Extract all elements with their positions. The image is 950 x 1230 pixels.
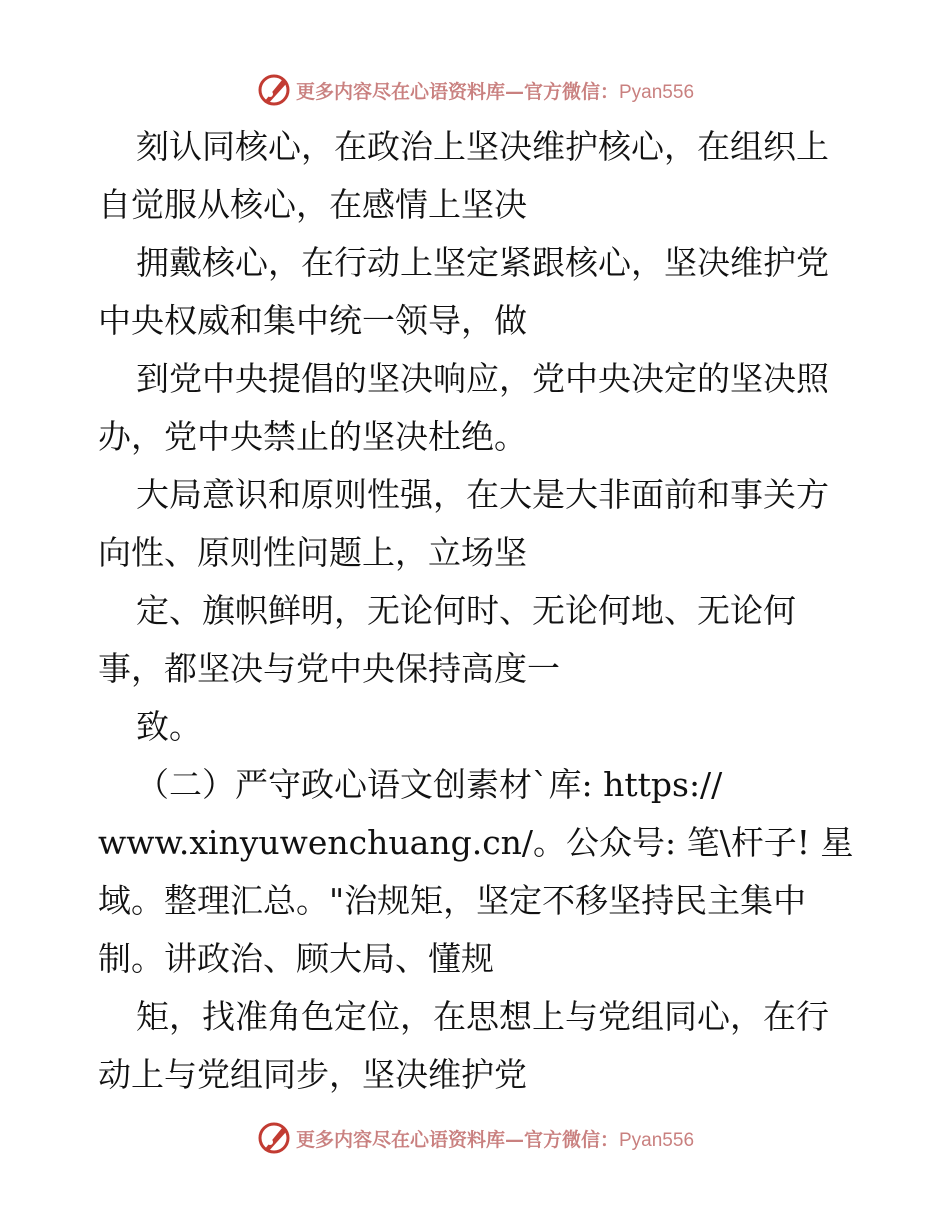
body-line: 办，党中央禁止的坚决杜绝。 — [98, 417, 527, 456]
body-line: 域。整理汇总。"治规矩，坚定不移坚持民主集中 — [98, 881, 807, 920]
body-line: （二）严守政心语文创素材`库: https:// — [136, 765, 723, 804]
body-line: 到党中央提倡的坚决响应，党中央决定的坚决照 — [136, 359, 829, 398]
document-body — [98, 118, 858, 1104]
body-line: 拥戴核心，在行动上坚定紧跟核心，坚决维护党 — [136, 243, 829, 282]
body-line: 事，都坚决与党中央保持高度一 — [98, 649, 560, 688]
pen-logo-icon — [256, 72, 292, 108]
header-watermark — [0, 70, 950, 110]
pen-logo-icon — [256, 1120, 292, 1156]
body-line: 大局意识和原则性强，在大是大非面前和事关方 — [136, 475, 829, 514]
body-line: 矩，找准角色定位，在思想上与党组同心，在行 — [136, 997, 829, 1036]
body-line: 自觉服从核心，在感情上坚决 — [98, 185, 527, 224]
footer-watermark-text: 更多内容尽在心语资料库—官方微信： — [295, 1128, 619, 1151]
header-watermark-id: Pyan556 — [619, 81, 695, 103]
body-line: 向性、原则性问题上，立场坚 — [98, 533, 527, 572]
header-watermark-text: 更多内容尽在心语资料库—官方微信： — [295, 80, 619, 103]
footer-watermark-id: Pyan556 — [619, 1129, 695, 1151]
body-line: 刻认同核心，在政治上坚决维护核心，在组织上 — [136, 127, 829, 166]
footer-watermark — [0, 1118, 950, 1158]
body-line: 致。 — [136, 707, 202, 746]
body-line: 动上与党组同步，坚决维护党 — [98, 1055, 527, 1094]
body-line: www.xinyuwenchuang.cn/。公众号: 笔\杆子! 星 — [98, 823, 854, 862]
body-line: 中央权威和集中统一领导，做 — [98, 301, 527, 340]
body-line: 制。讲政治、顾大局、懂规 — [98, 939, 494, 978]
body-line: 定、旗帜鲜明，无论何时、无论何地、无论何 — [136, 591, 796, 630]
